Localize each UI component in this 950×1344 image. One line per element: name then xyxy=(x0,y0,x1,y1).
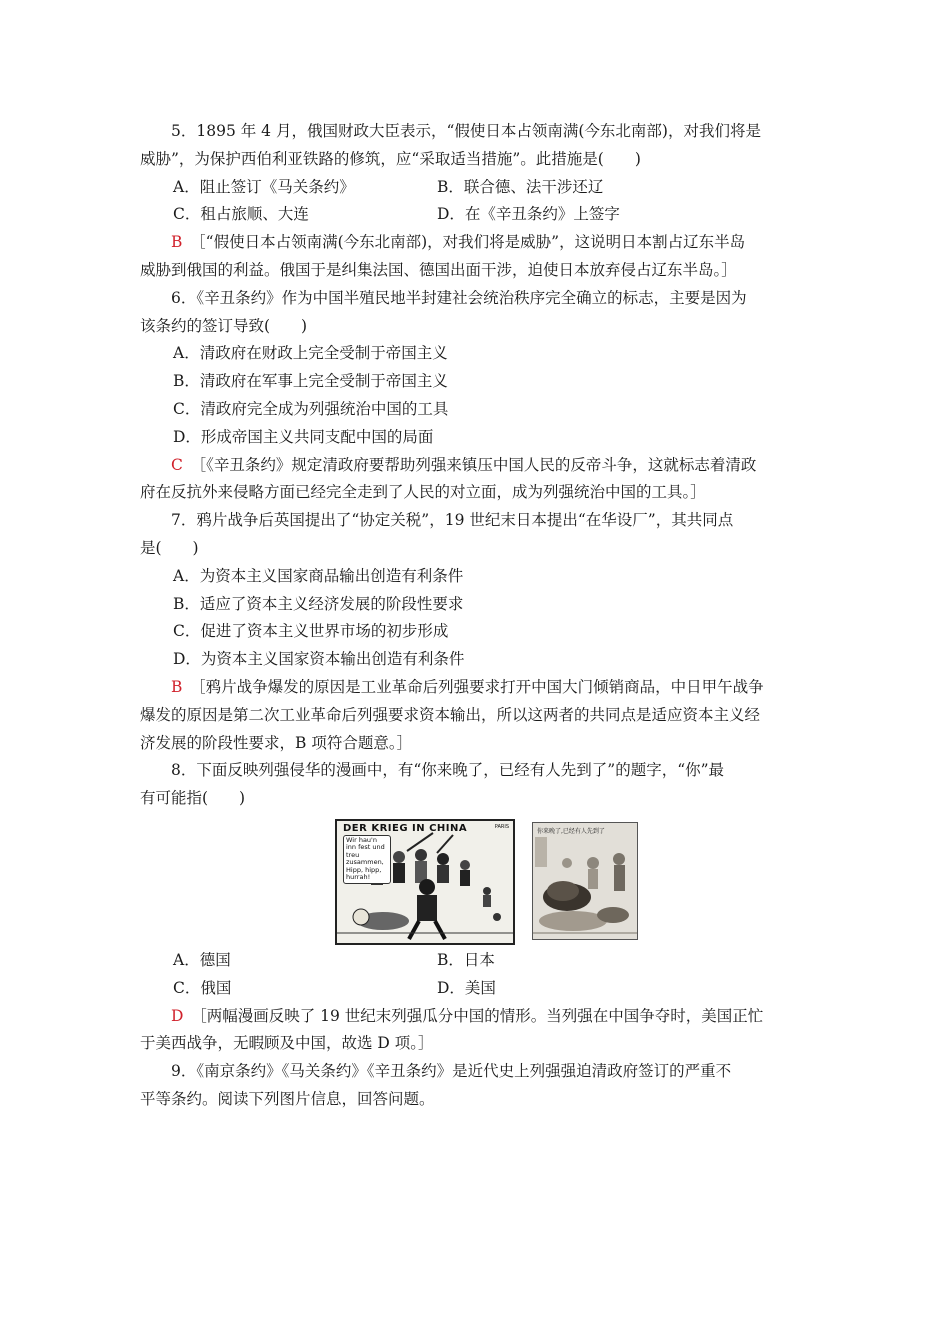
q5-explanation-line1 xyxy=(140,229,815,257)
q6-option-b: B．清政府在军事上完全受制于帝国主义 xyxy=(173,372,448,391)
q6-explanation-text1: ［《辛丑条约》规定清政府要帮助列强来镇压中国人民的反帝斗争，这就标志着清政 xyxy=(198,455,757,474)
q8-stem-line2: 有可能指( ) xyxy=(140,789,246,808)
q7-stem-line2: 是( ) xyxy=(140,538,199,557)
cartoon-feast-illustration xyxy=(533,823,637,939)
q6-option-a: A．清政府在财政上完全受制于帝国主义 xyxy=(173,344,448,363)
q8-explanation-line2: 于美西战争，无暇顾及中国，故选 D 项。］ xyxy=(140,1034,434,1053)
q8-option-d: D．美国 xyxy=(437,978,496,997)
cartoon1-tag: PARIS xyxy=(494,823,509,830)
q5-option-c: C．租占旅顺、大连 xyxy=(173,205,309,224)
q7-explanation-line2: 爆发的原因是第二次工业革命后列强要求资本输出，所以这两者的共同点是适应资本主义经 xyxy=(140,705,761,724)
q7-option-a: A．为资本主义国家商品输出创造有利条件 xyxy=(173,566,464,585)
q7-explanation-line1 xyxy=(140,674,815,702)
q5-options-cd xyxy=(140,201,815,229)
q6-stem-line2: 该条约的签订导致( ) xyxy=(140,316,308,335)
cartoon1-title: DER KRIEG IN CHINA xyxy=(343,822,468,834)
q8-option-a: A．德国 xyxy=(173,950,231,969)
q6-explanation-line1 xyxy=(140,452,815,480)
q8-options-ab xyxy=(140,947,815,975)
q5-option-a: A．阻止签订《马关条约》 xyxy=(173,177,355,196)
q5-explanation-line2: 威胁到俄国的利益。俄国于是纠集法国、德国出面干涉，迫使日本放弃侵占辽东半岛。］ xyxy=(140,260,737,279)
cartoon-you-are-late xyxy=(532,822,638,940)
q7-option-c: C．促进了资本主义世界市场的初步形成 xyxy=(173,622,449,641)
q8-option-c: C．俄国 xyxy=(173,978,232,997)
q8-options-cd xyxy=(140,975,815,1003)
q8-stem-line1: 8．下面反映列强侵华的漫画中，有“你来晚了，已经有人先到了”的题字，“你”最 xyxy=(171,761,725,780)
q5-answer: B xyxy=(171,233,183,252)
cartoon2-caption: 你来晚了,已经有人先到了 xyxy=(537,827,605,835)
q5-options-ab xyxy=(140,174,815,202)
q6-option-c: C．清政府完全成为列强统治中国的工具 xyxy=(173,399,449,418)
q5-option-d: D．在《辛丑条约》上签字 xyxy=(437,205,620,224)
q7-explanation-line3: 济发展的阶段性要求，B 项符合题意。］ xyxy=(140,733,413,752)
q7-explanation-text1: ［鸦片战争爆发的原因是工业革命后列强要求打开中国大门倾销商品，中日甲午战争 xyxy=(197,677,764,696)
q7-answer: B xyxy=(171,677,183,696)
document-body xyxy=(140,118,815,1114)
q8-cartoons xyxy=(140,819,815,945)
q8-explanation-text1: ［两幅漫画反映了 19 世纪末列强瓜分中国的情形。当列强在中国争夺时，美国正忙 xyxy=(198,1006,764,1025)
q6-stem-line1: 6．《辛丑条约》作为中国半殖民地半封建社会统治秩序完全确立的标志，主要是因为 xyxy=(171,288,747,307)
q9-stem-line2: 平等条约。阅读下列图片信息，回答问题。 xyxy=(140,1089,435,1108)
q7-option-d: D．为资本主义国家资本输出创造有利条件 xyxy=(173,650,465,669)
q6-explanation-line2: 府在反抗外来侵略方面已经完全走到了人民的对立面，成为列强统治中国的工具。］ xyxy=(140,483,706,502)
q9-stem-line1: 9．《南京条约》《马关条约》《辛丑条约》是近代史上列强强迫清政府签订的严重不 xyxy=(171,1062,732,1081)
q7-option-b: B．适应了资本主义经济发展的阶段性要求 xyxy=(173,594,464,613)
q6-answer: C xyxy=(171,455,183,474)
q8-explanation-line1 xyxy=(140,1003,815,1031)
q8-option-b: B．日本 xyxy=(437,950,495,969)
cartoon1-speech-bubble: Wir hau'n inn fest und treu zusammen, Hipp, hipp, hurrah! xyxy=(343,835,391,884)
q8-answer: D xyxy=(171,1006,184,1025)
q7-stem-line1: 7．鸦片战争后英国提出了“协定关税”，19 世纪末日本提出“在华设厂”，其共同点 xyxy=(171,511,734,530)
cartoon-der-krieg-in-china xyxy=(335,819,515,945)
q5-explanation-text1: ［“假使日本占领南满(今东北南部)，对我们将是威胁”，这说明日本割占辽东半岛 xyxy=(197,233,746,252)
q6-option-d: D．形成帝国主义共同支配中国的局面 xyxy=(173,427,434,446)
q5-option-b: B．联合德、法干涉还辽 xyxy=(437,177,604,196)
q5-stem-line1: 5．1895 年 4 月，俄国财政大臣表示，“假使日本占领南满(今东北南部)，对我们将是 xyxy=(171,122,761,140)
q5-stem-line2: 威胁”，为保护西伯利亚铁路的修筑，应“采取适当措施”。此措施是( ) xyxy=(140,149,641,168)
